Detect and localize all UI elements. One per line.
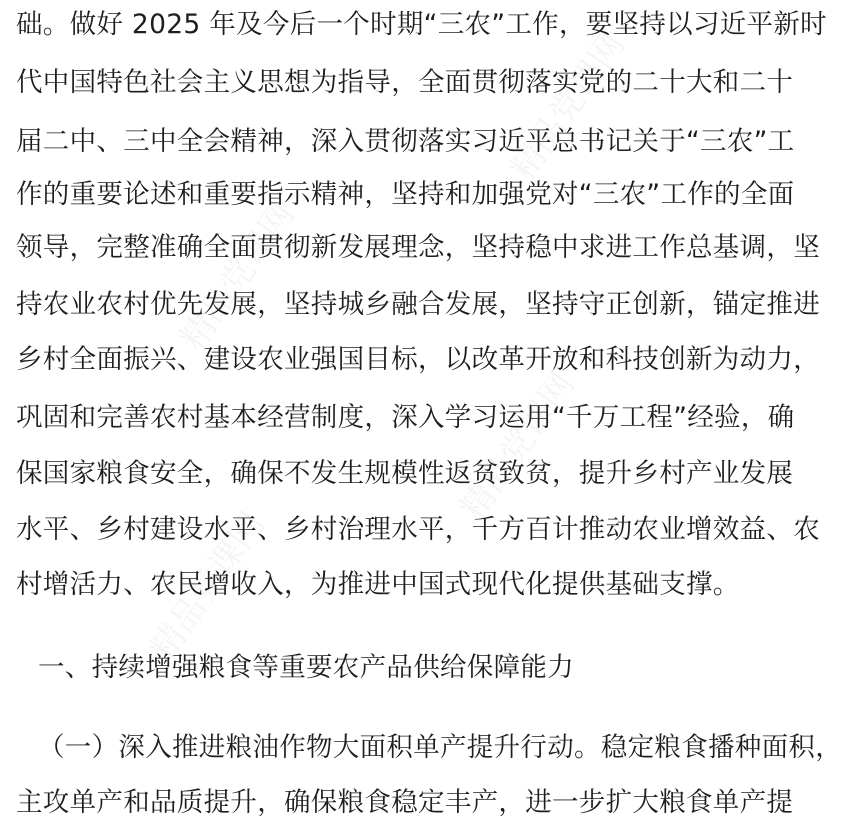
paragraph-line: （一）深入推进粮油作物大面积单产提升行动。稳定粮食播种面积， — [38, 732, 842, 763]
paragraph-line: 作的重要论述和重要指示精神，坚持和加强党对“三农”工作的全面 — [16, 179, 795, 210]
watermark — [446, 361, 584, 528]
paragraph-line: 保国家粮食安全，确保不发生规模性返贫致贫，提升乡村产业发展 — [16, 458, 794, 489]
paragraph-line: 巩固和完善农村基本经营制度，深入学习运用“千万工程”经验，确 — [16, 402, 795, 433]
paragraph-line: 村增活力、农民增收入，为推进中国式现代化提供基础支撑。 — [16, 569, 740, 600]
paragraph-line: 乡村全面振兴、建设农业强国目标，以改革开放和科技创新为动力， — [16, 344, 820, 375]
paragraph-line: 领导，完整准确全面贯彻新发展理念，坚持稳中求进工作总基调，坚 — [16, 232, 820, 263]
watermark — [496, 21, 634, 188]
paragraph-line: 持农业农村优先发展，坚持城乡融合发展，坚持守正创新，锚定推进 — [16, 289, 820, 320]
paragraph-line: 代中国特色社会主义思想为指导，全面贯彻落实党的二十大和二十 — [16, 67, 794, 98]
paragraph-line: 础。做好 2025 年及今后一个时期“三农”工作，要坚持以习近平新时 — [16, 9, 827, 40]
watermark — [166, 191, 304, 358]
paragraph-line: 届二中、三中全会精神，深入贯彻落实习近平总书记关于“三农”工 — [16, 126, 795, 157]
paragraph-line: 水平、乡村建设水平、乡村治理水平，千方百计推动农业增效益、农 — [16, 514, 820, 545]
section-heading: 一、持续增强粮食等重要农产品供给保障能力 — [38, 652, 574, 683]
paragraph-line: 主攻单产和品质提升，确保粮食稳定丰产，进一步扩大粮食单产提 — [16, 787, 794, 818]
